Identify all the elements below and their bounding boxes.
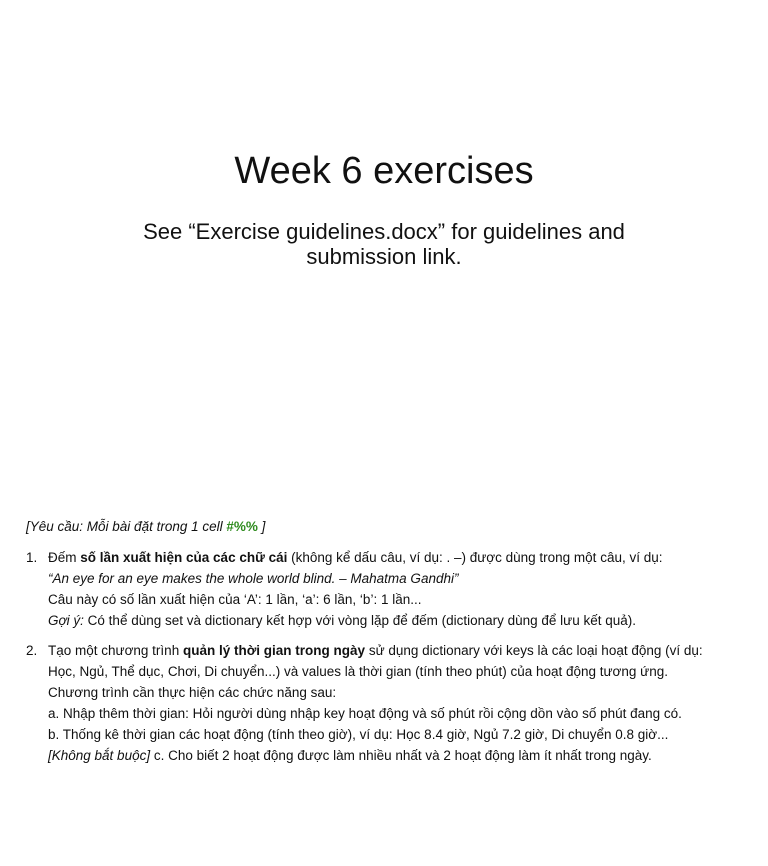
- requirement-close: ]: [257, 519, 266, 534]
- exercise-item-1: [26, 547, 746, 631]
- exercise-2-text-pre: Tạo một chương trình: [48, 643, 183, 658]
- requirement-text: [Yêu cầu: Mỗi bài đặt trong 1 cell: [26, 519, 227, 534]
- exercise-2-line-6: [48, 745, 746, 766]
- exercise-1-text-pre: Đếm: [48, 550, 81, 565]
- page-subtitle: See “Exercise guidelines.docx” for guidelines and submission link.: [143, 219, 625, 269]
- exercise-1-count-line: Câu này có số lần xuất hiện của ‘A’: 1 lần, ‘a’: 6 lần, ‘b’: 1 lần...: [48, 592, 422, 607]
- exercise-2-line-6-text: c. Cho biết 2 hoạt động được làm nhiều nhất và 2 hoạt động làm ít nhất trong ngày.: [150, 748, 652, 763]
- cell-marker-code: #%%: [226, 519, 258, 534]
- exercise-2-line-2: Học, Ngủ, Thể dục, Chơi, Di chuyển...) và values là thời gian (tính theo phút) của hoạt động tương ứng.: [48, 664, 668, 679]
- requirement-note: [26, 517, 265, 537]
- exercise-2-line-1: [48, 640, 746, 661]
- exercise-1-text-post: (không kể dấu câu, ví dụ: . –) được dùng trong một câu, ví dụ:: [287, 550, 663, 565]
- exercise-1-line-1: [48, 547, 746, 568]
- hint-text: Có thể dùng set và dictionary kết hợp với vòng lặp để đếm (dictionary dùng để lưu kết quả).: [83, 613, 636, 628]
- exercise-list: [26, 547, 746, 766]
- page-title: Week 6 exercises: [234, 150, 534, 192]
- exercise-2-line-5: b. Thống kê thời gian các hoạt động (tính theo giờ), ví dụ: Học 8.4 giờ, Ngủ 7.2 giờ, Di chuyển 0.8 giờ...: [48, 727, 669, 742]
- optional-label: [Không bắt buộc]: [48, 748, 151, 763]
- exercise-2-line-4: a. Nhập thêm thời gian: Hỏi người dùng nhập key hoạt động và số phút rồi cộng dồn vào số phút đang có.: [48, 706, 682, 721]
- exercise-number: 2.: [26, 643, 38, 658]
- exercise-2-text-post: sử dụng dictionary với keys là các loại hoạt động (ví dụ:: [365, 643, 703, 658]
- hint-label: Gợi ý:: [48, 613, 84, 628]
- exercise-item-2: [26, 640, 746, 766]
- exercise-2-line-3: Chương trình cần thực hiện các chức năng sau:: [48, 685, 337, 700]
- exercise-1-bold-text: số lần xuất hiện của các chữ cái: [80, 550, 288, 565]
- exercise-1-quote: “An eye for an eye makes the whole world blind. – Mahatma Gandhi”: [48, 571, 459, 586]
- exercise-2-bold-text: quản lý thời gian trong ngày: [182, 643, 366, 658]
- exercise-1-hint: [48, 610, 746, 631]
- exercise-number: 1.: [26, 550, 38, 565]
